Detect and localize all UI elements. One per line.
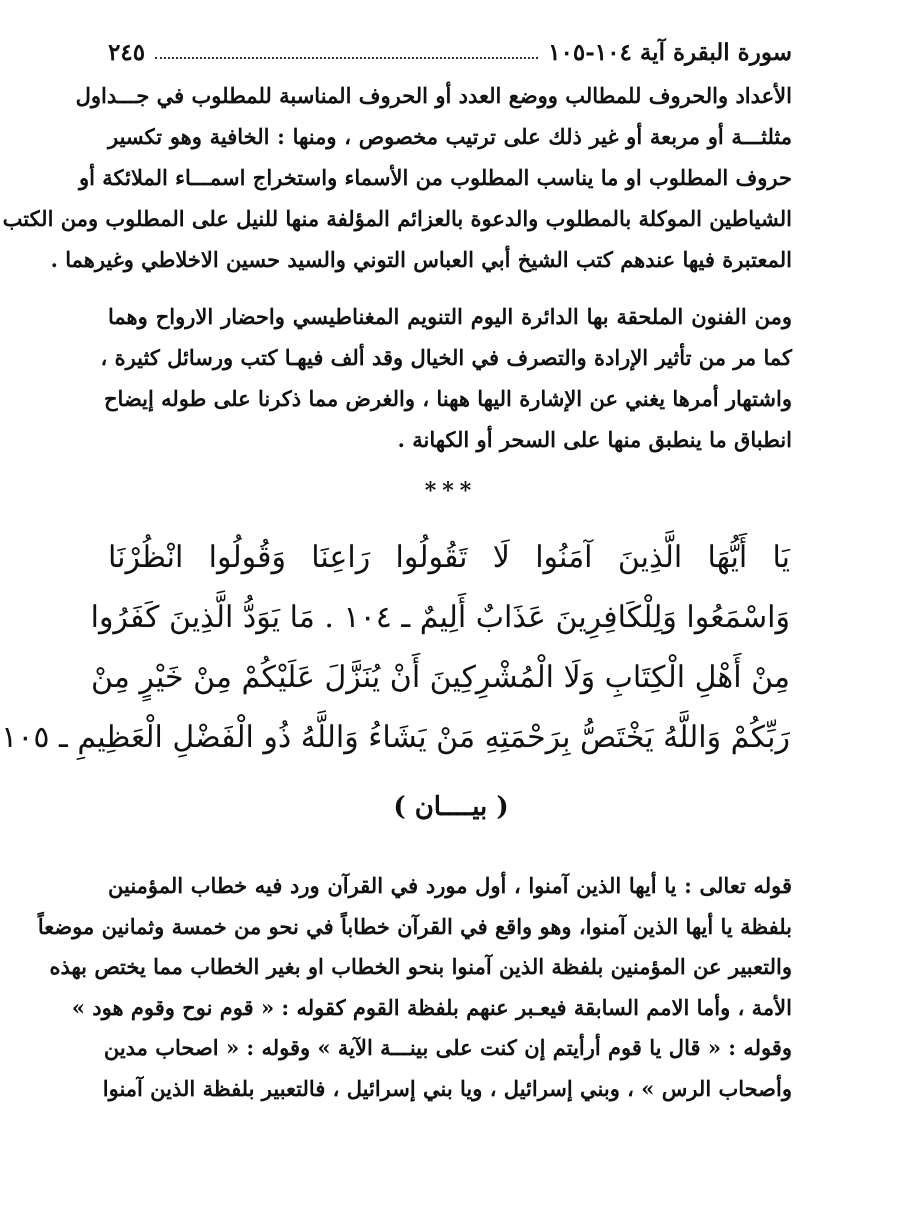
text-line: وقوله : « قال يا قوم أرأيتم إن كنت على بينـــة الآية » وقوله : « اصحاب مدين [103, 1035, 792, 1060]
text-line [108, 866, 792, 907]
text-line-body: يا أيها الذين آمنوا ، أول مورد في القرآن ورد فيه خطاب المؤمنين [108, 873, 677, 898]
text-line: وأصحاب الرس » ، وبني إسرائيل ، ويا بني إسرائيل ، فالتعبير بلفظة الذين آمنوا [102, 1075, 792, 1101]
text-line: والتعبير عن المؤمنين بلفظة الذين آمنوا بنحو الخطاب او بغير الخطاب مما يختص بهذه [49, 954, 792, 979]
text-line: بلفظة يا أيها الذين آمنوا، وهو واقع في القرآن خطاباً في نحو من خمسة وثمانين موضعاً [37, 913, 792, 939]
text-line: مثلثـــة أو مربعة أو غير ذلك على ترتيب مخصوص ، ومنها : الخافية وهو تكسير [108, 124, 792, 149]
text-line: الأعداد والحروف للمطالب ووضع العدد أو الحروف المناسبة للمطلوب في جـــداول [75, 83, 792, 108]
running-header [108, 36, 792, 66]
paragraph-commentary [37, 866, 792, 1109]
text-line: حروف المطلوب او ما يناسب المطلوب من الأسماء واستخراج اسمـــاء الملائكة أو [78, 165, 792, 190]
text-line: كما مر من تأثير الإرادة والتصرف في الخيال وقد ألف فيهـا كتب ورسائل كثيرة ، [100, 345, 792, 370]
text-line: الشياطين الموكلة بالمطلوب والدعوة بالعزائم المؤلفة منها للنيل على المطلوب ومن الكتب [2, 206, 792, 231]
section-separator: *** [424, 478, 478, 504]
section-heading: ( بيــــان ) [393, 792, 509, 822]
text-line: الأمة ، وأما الامم السابقة فيعـبر عنهم بلفظة القوم كقوله : « قوم نوح وقوم هود » [71, 994, 792, 1020]
verse-line: يَا أَيُّهَا الَّذِينَ آمَنُوا لَا تَقُولُوا رَاعِنَا وَقُولُوا انْظُرْنَا [108, 540, 790, 575]
dotted-leader [155, 57, 538, 59]
text-line: ومن الفنون الملحقة بها الدائرة اليوم التنويم المغناطيسي واحضار الارواح وهما [108, 304, 792, 329]
surah-title: سورة البقرة آية ١٠٤-١٠٥ [548, 39, 792, 66]
verse-line: مِنْ أَهْلِ الْكِتَابِ وَلَا الْمُشْرِكِينَ أَنْ يُنَزَّلَ عَلَيْكُمْ مِنْ خَيْرٍ مِنْ [90, 660, 790, 695]
verse-line: وَاسْمَعُوا وَلِلْكَافِرِينَ عَذَابٌ أَلِيمٌ ـ ١٠٤ . مَا يَوَدُّ الَّذِينَ كَفَرُوا [90, 600, 790, 635]
lead-phrase: قوله تعالى : [684, 873, 792, 898]
paragraph-hypnotism [100, 296, 792, 460]
text-line: انطباق ما ينطبق منها على السحر أو الكهانة . [397, 427, 792, 452]
text-line: المعتبرة فيها عندهم كتب الشيخ أبي العباس التوني والسيد حسين الاخلاطي وغيرهما . [50, 247, 792, 272]
paragraph-occult-arts [2, 75, 792, 280]
page-number: ٢٤٥ [108, 39, 146, 66]
text-line: واشتهار أمرها يغني عن الإشارة اليها ههنا ، والغرض مما ذكرنا على طوله إيضاح [103, 386, 792, 411]
quran-verse-block [1, 528, 790, 768]
verse-line: رَبِّكُمْ وَاللَّهُ يَخْتَصُّ بِرَحْمَتِهِ مَنْ يَشَاءُ وَاللَّهُ ذُو الْفَضْلِ الْعَظِيمِ ـ ١٠٥ [1, 720, 790, 755]
